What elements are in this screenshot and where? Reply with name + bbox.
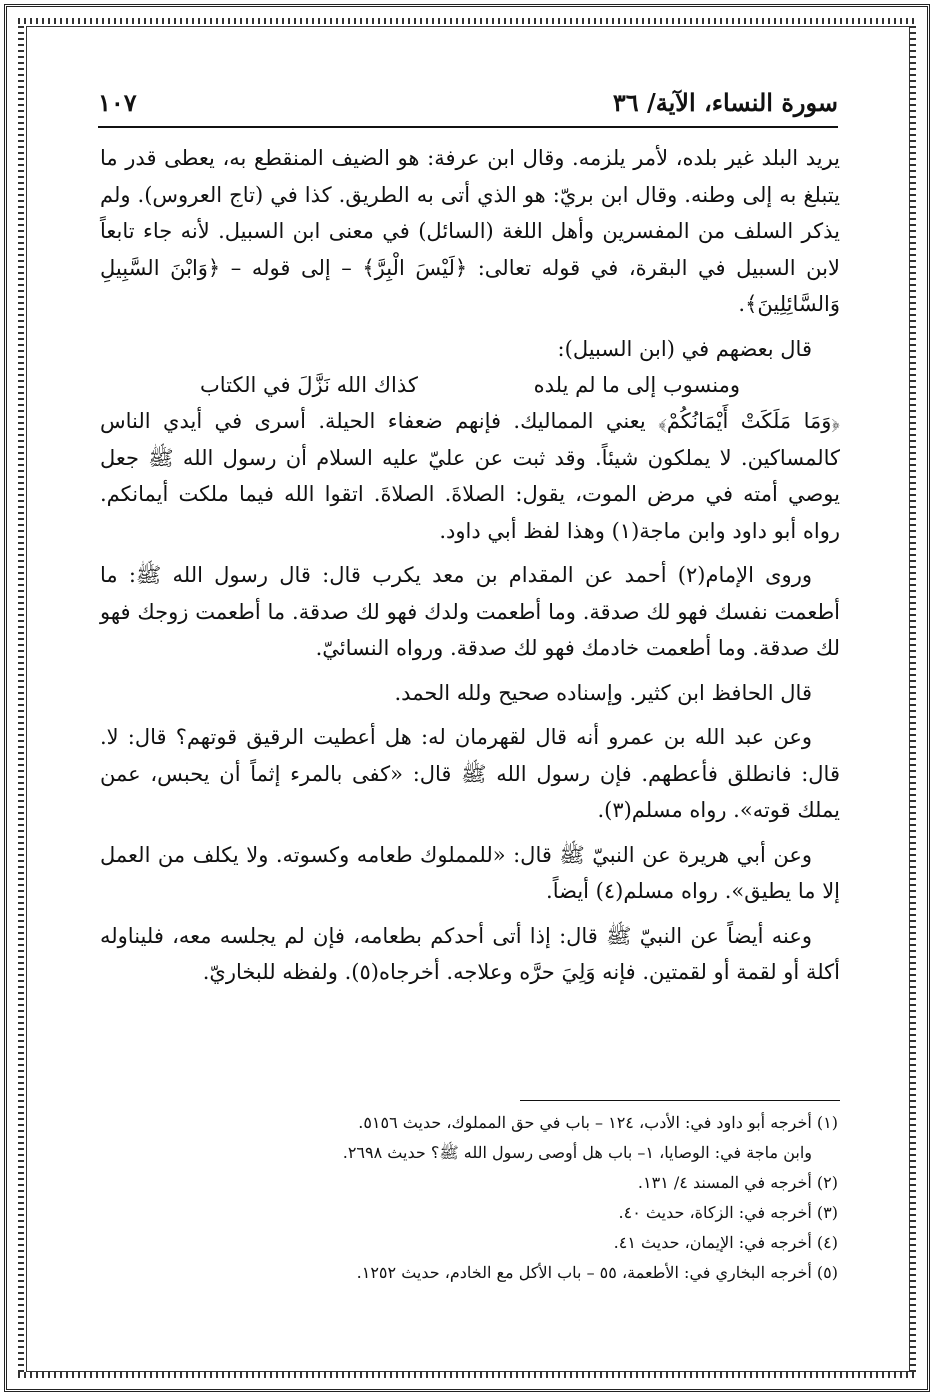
footnote: (٤) أخرجه في: الإيمان، حديث ٤١. [613, 1233, 838, 1252]
paragraph: وعنه أيضاً عن النبيّ ﷺ قال: إذا أتى أحدكم بطعامه، فإن لم يجلسه معه، فليناوله أكلة أو لقمة أو لقمتين. فإنه وَلِيَ حرَّه وعلاجه. أخرجاه(٥). ولفظه للبخاريّ. [100, 923, 840, 984]
paragraph: ﴿وَمَا مَلَكَتْ أَيْمَانُكُمْ﴾ يعني المماليك. فإنهم ضعفاء الحيلة. أسرى في أيدي الناس كالمساكين. لا يملكون شيئاً. وقد ثبت عن عليّ عليه السلام أن رسول الله ﷺ جعل يوصي أمته في مرض الموت، يقول: الصلاةَ. الصلاةَ. اتقوا الله فيما ملكت أيمانكم. رواه أبو داود وابن ماجة(١) وهذا لفظ أبي داود. [100, 409, 840, 543]
paragraph: يريد البلد غير بلده، لأمر يلزمه. وقال ابن عرفة: هو الضيف المنقطع به، يعطى قدر ما يتبلغ به إلى وطنه. وقال ابن بريّ: هو الذي أتى به الطريق. كذا في (تاج العروس). ولم يذكر السلف من المفسرين وأهل اللغة (السائل) في معنى ابن السبيل. لأنه جاء تابعاً لابن السبيل في البقرة، في قوله تعالى: ﴿لَيْسَ الْبِرَّ﴾ – إلى قوله – ﴿وَابْنَ السَّبِيلِ وَالسَّائِلِينَ﴾. [100, 146, 840, 316]
verse-second-hemistich: كذاك الله نَزَّلَ في الكتاب [200, 373, 418, 397]
verse-first-hemistich: ومنسوب إلى ما لم يلده [533, 373, 740, 397]
paragraph: وروى الإمام(٢) أحمد عن المقدام بن معد يكرب قال: قال رسول الله ﷺ: ما أطعمت نفسك فهو لك صدقة. وما أطعمت ولدك فهو لك صدقة. ما أطعمت زوجك فهو لك صدقة. وما أطعمت خادمك فهو لك صدقة. ورواه النسائيّ. [100, 563, 840, 660]
poem-verse [100, 367, 840, 403]
footnotes [98, 1108, 838, 1288]
header-rule [98, 126, 838, 128]
main-text [100, 140, 840, 991]
footnote: وابن ماجة في: الوصايا، ١– باب هل أوصى رسول الله ﷺ؟ حديث ٢٦٩٨. [342, 1143, 812, 1162]
paragraph: قال بعضهم في (ابن السبيل): [557, 336, 812, 361]
paragraph: قال الحافظ ابن كثير. وإسناده صحيح ولله الحمد. [394, 680, 812, 705]
footnote: (٣) أخرجه في: الزكاة، حديث ٤٠. [618, 1203, 838, 1222]
footnote: (٥) أخرجه البخاري في: الأطعمة، ٥٥ – باب الأكل مع الخادم، حديث ١٢٥٢. [356, 1263, 838, 1282]
footnote-rule [520, 1100, 840, 1101]
footnote: (١) أخرجه أبو داود في: الأدب، ١٢٤ – باب في حق المملوك، حديث ٥١٥٦. [358, 1113, 838, 1132]
footnote: (٢) أخرجه في المسند ٤/ ١٣١. [637, 1173, 838, 1192]
paragraph: وعن أبي هريرة عن النبيّ ﷺ قال: «للمملوك طعامه وكسوته. ولا يكلف من العمل إلا ما يطيق». رواه مسلم(٤) أيضاً. [100, 842, 840, 903]
paragraph: وعن عبد الله بن عمرو أنه قال لقهرمان له: هل أعطيت الرقيق قوتهم؟ قال: لا. قال: فانطلق فأعطهم. فإن رسول الله ﷺ قال: «كفى بالمرء إثماً أن يحبس، عمن يملك قوته». رواه مسلم(٣). [100, 725, 840, 822]
page-number: ١٠٧ [98, 88, 137, 117]
running-title: سورة النساء، الآية/ ٣٦ [612, 88, 838, 117]
running-header [98, 84, 838, 124]
